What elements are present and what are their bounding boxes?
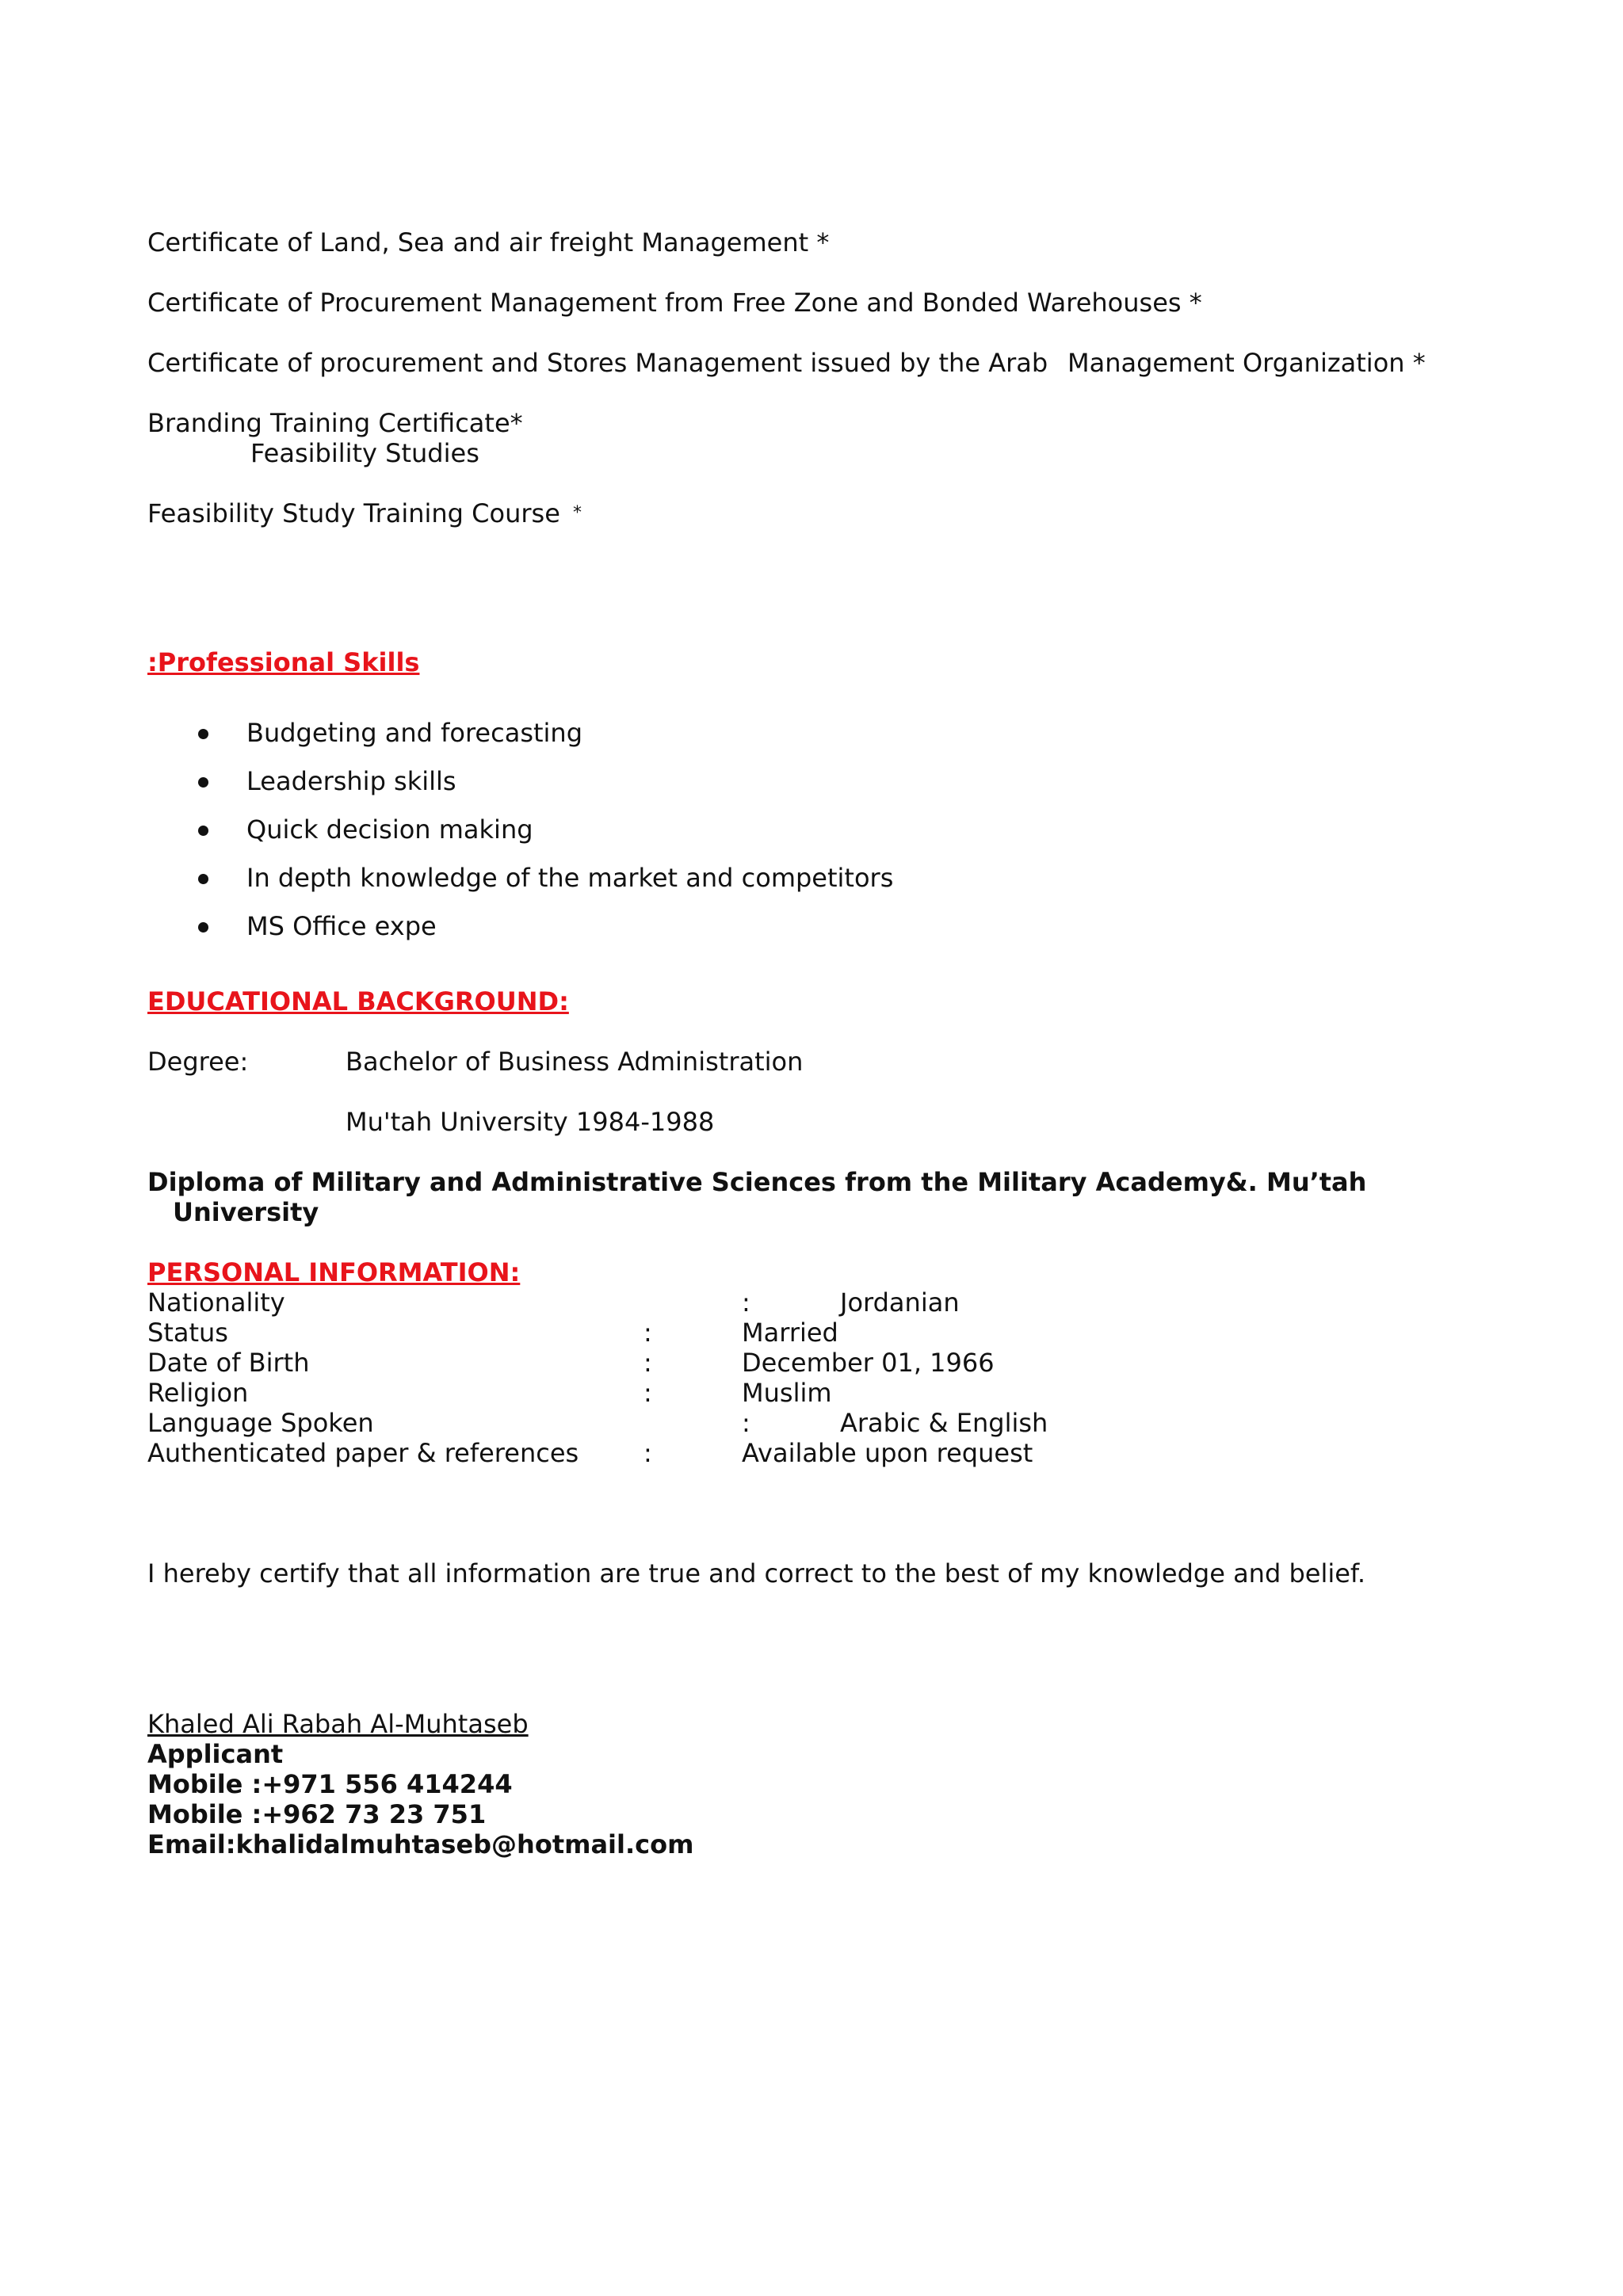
educational-background-heading: EDUCATIONAL BACKGROUND:: [147, 986, 569, 1016]
certificate-feasibility-course: [147, 498, 582, 528]
status-value: Married: [742, 1318, 838, 1348]
diploma-line-1: Diploma of Military and Administrative Sciences from the Military Academy&. Mu’tah: [147, 1167, 1367, 1197]
religion-value: Muslim: [742, 1378, 832, 1408]
certificate-procurement-free-zone: Certificate of Procurement Management from Free Zone and Bonded Warehouses *: [147, 288, 1202, 318]
list-item: Budgeting and forecasting: [246, 718, 583, 748]
authenticated-papers-value: Available upon request: [742, 1438, 1033, 1468]
university-line: Mu'tah University 1984-1988: [346, 1107, 715, 1137]
list-item: MS Office expe: [246, 911, 437, 941]
list-item: Quick decision making: [246, 814, 533, 845]
applicant-name: Khaled Ali Rabah Al-Muhtaseb: [147, 1709, 529, 1739]
date-of-birth-value: December 01, 1966: [742, 1348, 995, 1378]
authenticated-papers-label: Authenticated paper & references: [147, 1438, 579, 1468]
bullet-icon: [198, 826, 208, 836]
religion-label: Religion: [147, 1378, 249, 1408]
certificate-feasibility-course-star: *: [573, 503, 582, 523]
nationality-colon: :: [742, 1287, 750, 1318]
declaration-text: I hereby certify that all information are true and correct to the best of my knowledge and belief.: [147, 1558, 1366, 1589]
status-label: Status: [147, 1318, 228, 1348]
religion-colon: :: [643, 1378, 652, 1408]
email-address: Email:khalidalmuhtaseb@hotmail.com: [147, 1829, 694, 1859]
certificate-branding: Branding Training Certificate*: [147, 408, 523, 438]
bullet-icon: [198, 874, 208, 884]
degree-value: Bachelor of Business Administration: [346, 1047, 804, 1077]
personal-information-heading: PERSONAL INFORMATION:: [147, 1257, 521, 1287]
feasibility-studies-heading: Feasibility Studies: [250, 438, 479, 468]
certificate-land-sea-air: Certificate of Land, Sea and air freight Management *: [147, 227, 830, 257]
applicant-role: Applicant: [147, 1739, 284, 1769]
certificate-feasibility-course-text: Feasibility Study Training Course: [147, 498, 560, 528]
professional-skills-heading: :Professional Skills: [147, 647, 420, 677]
bullet-icon: [198, 777, 208, 788]
date-of-birth-colon: :: [643, 1348, 652, 1378]
certificate-procurement-stores-b: Management Organization *: [1067, 348, 1426, 378]
date-of-birth-label: Date of Birth: [147, 1348, 310, 1378]
nationality-label: Nationality: [147, 1287, 285, 1318]
mobile-jordan: Mobile :+962 73 23 751: [147, 1799, 487, 1829]
diploma-line-2: University: [173, 1197, 319, 1227]
degree-label: Degree:: [147, 1047, 249, 1077]
nationality-value: Jordanian: [840, 1287, 960, 1318]
list-item: Leadership skills: [246, 766, 456, 796]
list-item: In depth knowledge of the market and competitors: [246, 863, 894, 893]
bullet-icon: [198, 729, 208, 739]
language-spoken-value: Arabic & English: [840, 1408, 1048, 1438]
status-colon: :: [643, 1318, 652, 1348]
authenticated-papers-colon: :: [643, 1438, 652, 1468]
language-spoken-label: Language Spoken: [147, 1408, 374, 1438]
certificate-procurement-stores-a: Certificate of procurement and Stores Management issued by the Arab: [147, 348, 1048, 378]
bullet-icon: [198, 922, 208, 933]
language-spoken-colon: :: [742, 1408, 750, 1438]
mobile-uae: Mobile :+971 556 414244: [147, 1769, 513, 1799]
